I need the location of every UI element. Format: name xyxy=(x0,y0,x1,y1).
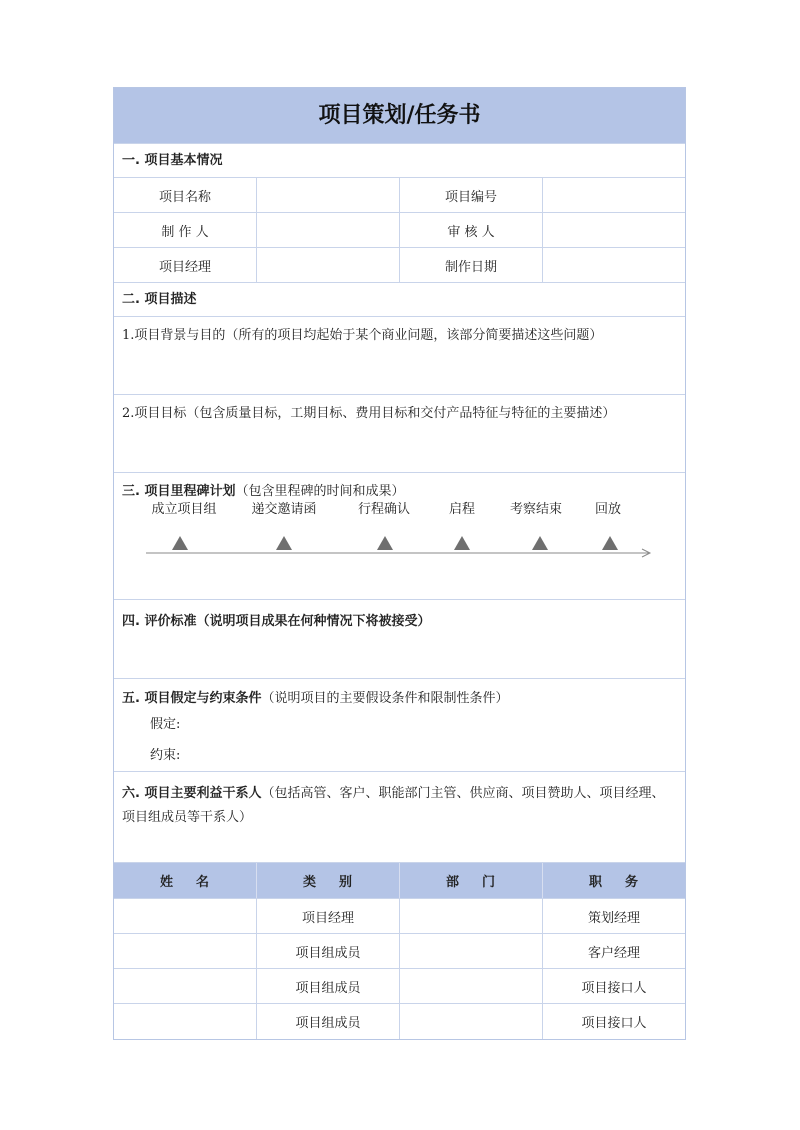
evaluation-criteria[interactable] xyxy=(114,600,685,679)
milestone-triangle-icon xyxy=(602,536,618,550)
milestone-triangle-icon xyxy=(377,536,393,550)
cell-department[interactable] xyxy=(400,899,543,933)
project-background[interactable]: 1.项目背景与目的（所有的项目均起始于某个商业问题，该部分简要描述这些问题） xyxy=(114,317,685,395)
cell-name[interactable] xyxy=(114,969,257,1003)
cell-name[interactable] xyxy=(114,899,257,933)
table-row xyxy=(114,899,685,934)
milestone-label: 行程确认 xyxy=(357,502,411,517)
col-category: 类 别 xyxy=(257,863,400,898)
basic-row-3 xyxy=(114,248,685,283)
field-date[interactable] xyxy=(543,248,685,282)
milestone-note: （包含里程碑的时间和成果） xyxy=(235,484,405,499)
evaluation-title: 四. 评价标准（说明项目成果在何种情况下将被接受） xyxy=(122,614,431,629)
cell-department[interactable] xyxy=(400,1004,543,1039)
stakeholders-section xyxy=(114,772,685,863)
basic-row-1 xyxy=(114,178,685,213)
milestone-triangle-icon xyxy=(532,536,548,550)
milestone-label: 启程 xyxy=(448,502,476,517)
assumptions-title: 五. 项目假定与约束条件 xyxy=(122,691,262,706)
cell-position[interactable]: 项目接口人 xyxy=(581,980,647,996)
task-sheet xyxy=(113,87,686,1040)
milestone-triangle-icon xyxy=(454,536,470,550)
milestone-triangle-icon xyxy=(276,536,292,550)
col-name: 姓 名 xyxy=(114,863,257,898)
cell-category[interactable]: 项目组成员 xyxy=(257,1004,400,1039)
milestone-label: 考察结束 xyxy=(509,502,563,517)
cell-position[interactable]: 策划经理 xyxy=(587,910,640,926)
stakeholder-table-header xyxy=(114,863,685,899)
cell-category[interactable]: 项目组成员 xyxy=(257,969,400,1003)
cell-category[interactable]: 项目经理 xyxy=(257,899,400,933)
section-basic-heading xyxy=(114,144,685,178)
col-department: 部 门 xyxy=(400,863,543,898)
field-reviewer[interactable] xyxy=(543,213,685,247)
milestone-label: 递交邀请函 xyxy=(251,502,317,517)
assumptions-note: （说明项目的主要假设条件和限制性条件） xyxy=(261,691,509,706)
milestone-section xyxy=(114,473,685,600)
assumption-field[interactable]: 假定: xyxy=(150,717,181,732)
field-project-manager[interactable] xyxy=(257,248,400,282)
label-project-manager: 项目经理 xyxy=(114,248,257,282)
table-row xyxy=(114,1004,685,1039)
stakeholders-title: 六. 项目主要利益干系人 xyxy=(122,786,262,801)
label-project-name: 项目名称 xyxy=(114,178,257,212)
document-title: 项目策划/任务书 xyxy=(114,88,685,144)
cell-name[interactable] xyxy=(114,934,257,968)
milestone-label: 回放 xyxy=(594,502,622,517)
table-row xyxy=(114,969,685,1004)
label-date: 制作日期 xyxy=(400,248,543,282)
milestone-label: 成立项目组 xyxy=(151,502,217,517)
cell-name[interactable] xyxy=(114,1004,257,1039)
cell-position[interactable]: 客户经理 xyxy=(587,945,640,961)
milestone-timeline xyxy=(114,473,687,600)
label-reviewer: 审 核 人 xyxy=(400,213,543,247)
stakeholders-note: （包括高管、客户、职能部门主管、供应商、项目赞助人、项目经理、项目组成员等干系人） xyxy=(122,786,665,825)
section-description-title: 二. 项目描述 xyxy=(122,292,197,307)
cell-category[interactable]: 项目组成员 xyxy=(257,934,400,968)
field-project-name[interactable] xyxy=(257,178,400,212)
section-description-heading xyxy=(114,283,685,317)
basic-row-2 xyxy=(114,213,685,248)
assumptions-heading xyxy=(122,689,677,709)
constraint-field[interactable]: 约束: xyxy=(150,748,181,763)
table-row xyxy=(114,934,685,969)
label-author: 制 作 人 xyxy=(114,213,257,247)
milestone-title: 三. 项目里程碑计划 xyxy=(122,484,236,499)
milestone-triangle-icon xyxy=(172,536,188,550)
project-goal[interactable]: 2.项目目标（包含质量目标，工期目标、费用目标和交付产品特征与特征的主要描述） xyxy=(114,395,685,473)
assumptions-section xyxy=(114,679,685,772)
cell-position[interactable]: 项目接口人 xyxy=(581,1016,647,1031)
cell-department[interactable] xyxy=(400,934,543,968)
field-project-number[interactable] xyxy=(543,178,685,212)
cell-department[interactable] xyxy=(400,969,543,1003)
col-position: 职 务 xyxy=(588,875,640,890)
field-author[interactable] xyxy=(257,213,400,247)
section-basic-title: 一. 项目基本情况 xyxy=(122,153,223,168)
label-project-number: 项目编号 xyxy=(400,178,543,212)
